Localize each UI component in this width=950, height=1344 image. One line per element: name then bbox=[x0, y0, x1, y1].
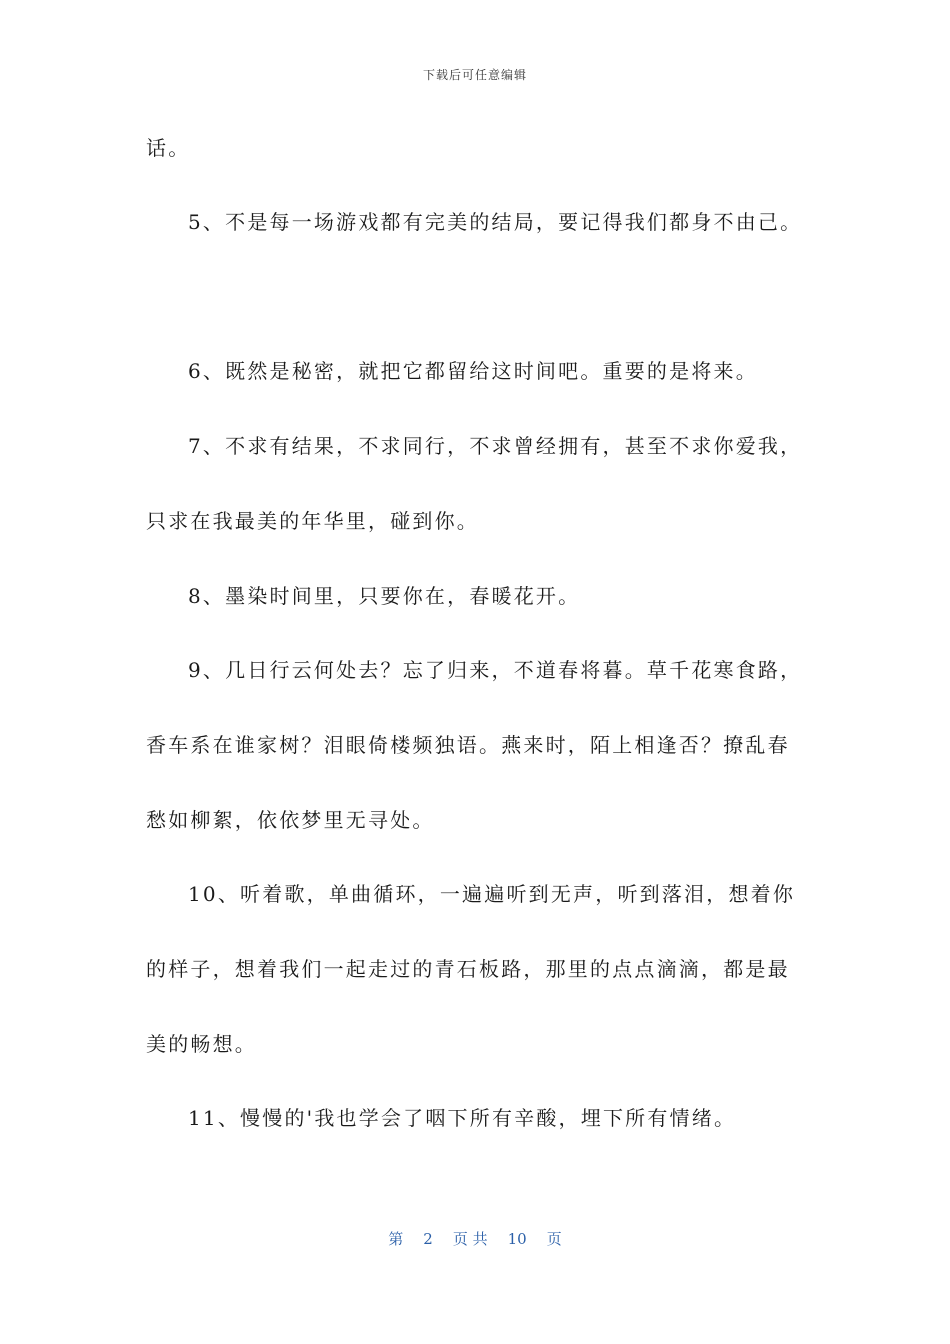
footer-middle: 页 共 bbox=[452, 1230, 488, 1248]
text-line: 7、不求有结果，不求同行，不求曾经拥有，甚至不求你爱我， bbox=[188, 434, 803, 458]
text-line: 11、慢慢的'我也学会了咽下所有辛酸，埋下所有情绪。 bbox=[188, 1106, 737, 1130]
page-header: 下载后可任意编辑 bbox=[422, 68, 527, 82]
text-line: 5、不是每一场游戏都有完美的结局，要记得我们都身不由己。 bbox=[188, 210, 803, 234]
text-line: 8、墨染时间里，只要你在，春暖花开。 bbox=[188, 584, 581, 608]
text-line: 6、既然是秘密，就把它都留给这时间吧。重要的是将来。 bbox=[188, 359, 758, 383]
text-line: 的样子，想着我们一起走过的青石板路，那里的点点滴滴，都是最 bbox=[146, 957, 790, 981]
footer-current-page: 2 bbox=[423, 1230, 433, 1248]
text-line: 10、听着歌，单曲循环，一遍遍听到无声，听到落泪，想着你 bbox=[188, 882, 796, 906]
footer-suffix: 页 bbox=[546, 1230, 562, 1248]
footer-prefix: 第 bbox=[388, 1230, 404, 1248]
text-line: 愁如柳絮，依依梦里无寻处。 bbox=[146, 808, 435, 832]
text-line: 香车系在谁家树？泪眼倚楼频独语。燕来时，陌上相逢否？撩乱春 bbox=[146, 733, 790, 757]
text-line: 9、几日行云何处去？忘了归来，不道春将暮。草千花寒食路， bbox=[188, 658, 803, 682]
text-line: 话。 bbox=[146, 136, 191, 160]
footer-total-pages: 10 bbox=[507, 1230, 527, 1248]
text-line: 只求在我最美的年华里，碰到你。 bbox=[146, 509, 479, 533]
page-number-footer bbox=[0, 1228, 950, 1249]
text-line: 美的畅想。 bbox=[146, 1032, 257, 1056]
